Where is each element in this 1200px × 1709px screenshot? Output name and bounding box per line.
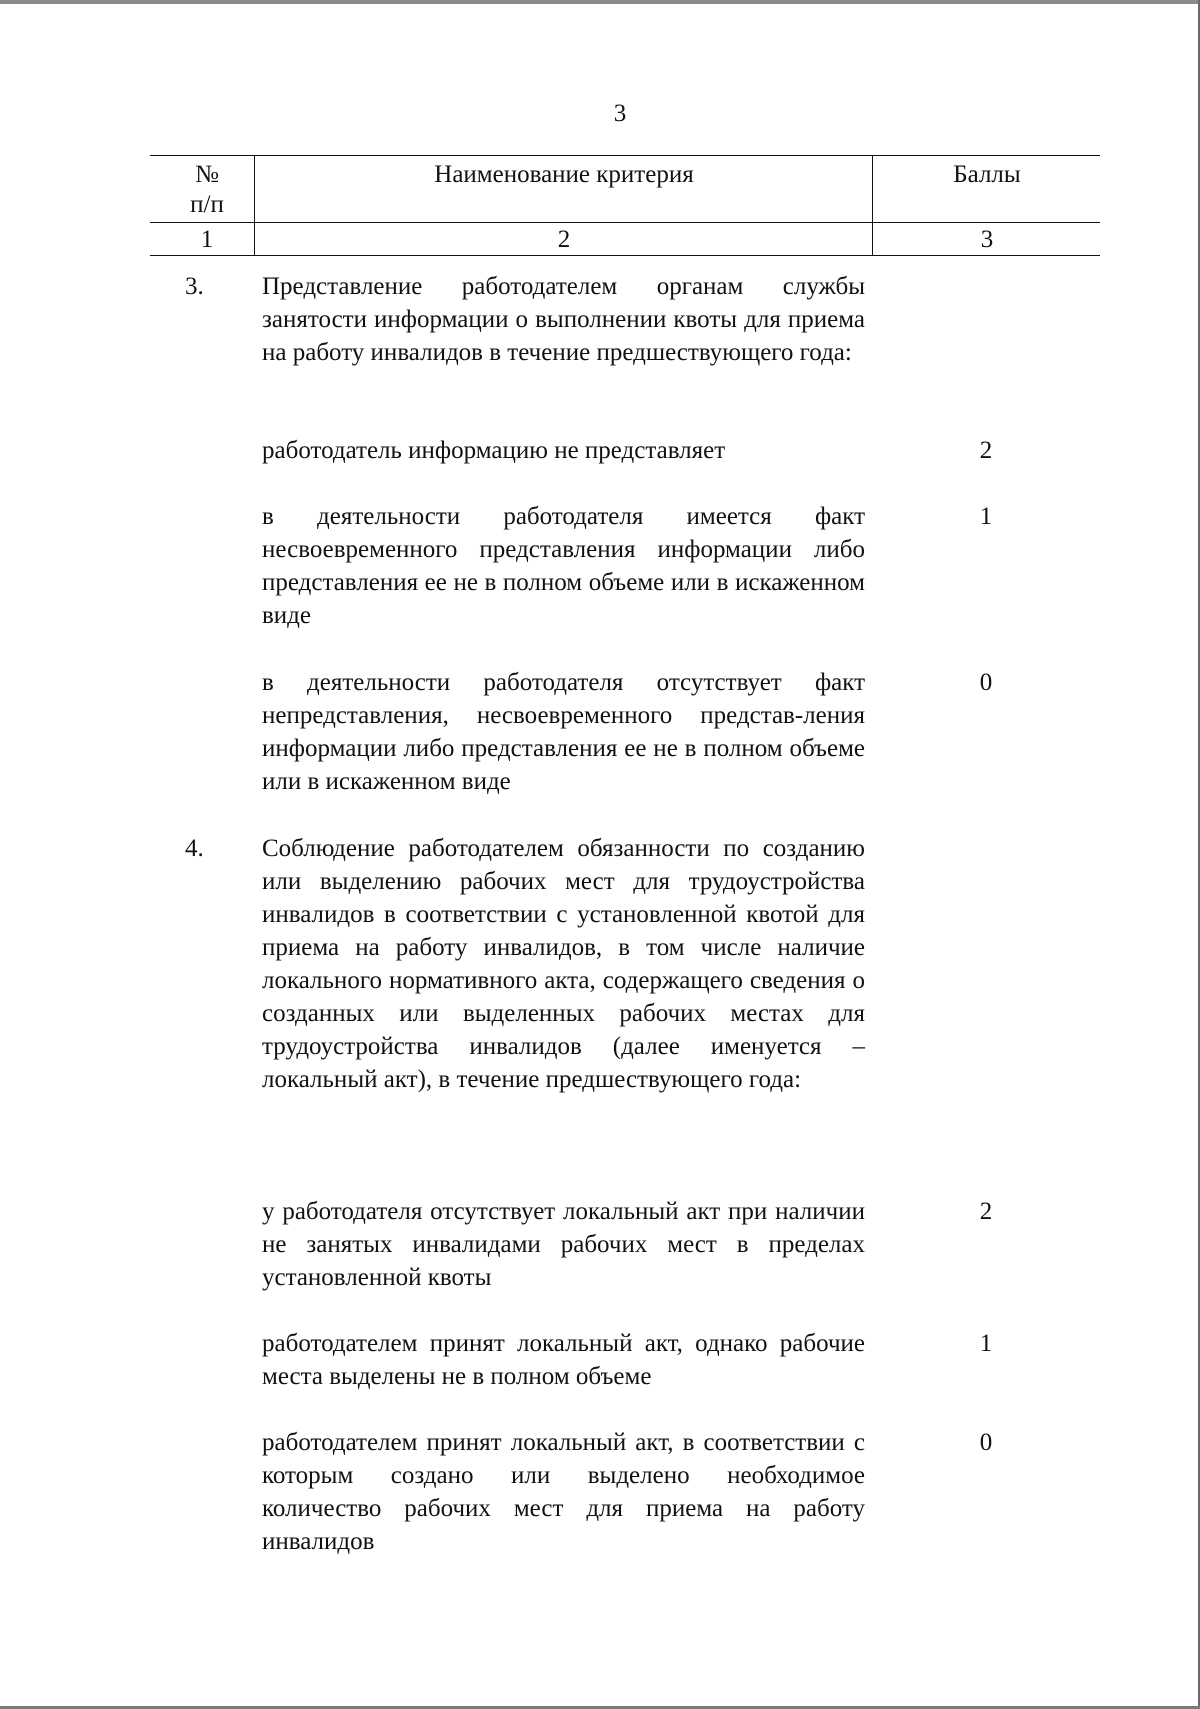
- row-4-number: 4.: [185, 835, 204, 862]
- row-4-option-2-text: работодателем принят локальный акт, однако рабочие места выделены не в полном объеме: [262, 1330, 865, 1390]
- table-top-border: [150, 155, 1100, 156]
- header-number-symbol: №: [195, 161, 219, 188]
- numbering-col-2: 2: [557, 226, 571, 253]
- table-header-divider: [150, 222, 1100, 223]
- row-4-option-3-text: работодателем принят локальный акт, в соответствии с которым создано или выделено необходимое количество рабочих мест для приема на работу инвалидов: [262, 1429, 865, 1555]
- row-3-option-3-text: в деятельности работодателя отсутствует факт непредставления, несвоевременного представ-ления информации либо представления ее не в полном объеме или в искаженном виде: [262, 669, 865, 795]
- header-number-sub: п/п: [190, 191, 224, 218]
- row-3-option-2-score: 1: [979, 503, 993, 530]
- page-number: 3: [613, 100, 627, 127]
- table-column-divider-1: [254, 155, 255, 255]
- numbering-col-1: 1: [200, 226, 214, 253]
- row-4-option-3-score: 0: [979, 1429, 993, 1456]
- row-3-number: 3.: [185, 273, 204, 300]
- table-column-divider-2: [872, 155, 873, 255]
- row-3-option-1-score: 2: [979, 437, 993, 464]
- header-score: Баллы: [953, 161, 1021, 188]
- row-3-option-1-text: работодатель информацию не представляет: [262, 437, 726, 464]
- row-4-option-1-score: 2: [979, 1198, 993, 1225]
- row-3-criterion: Представление работодателем органам службы занятости информации о выполнении квоты для приема на работу инвалидов в течение предшествующего года:: [262, 273, 865, 366]
- row-3-option-3-score: 0: [979, 669, 993, 696]
- scan-edge-top: [0, 0, 1200, 4]
- row-3-option-2-text: в деятельности работодателя имеется факт несвоевременного представления информации либо представления ее не в полном объеме или в искаженном виде: [262, 503, 865, 629]
- row-4-criterion: Соблюдение работодателем обязанности по созданию или выделению рабочих мест для трудоустройства инвалидов в соответствии с установленной квотой для приема на работу инвалидов, в том числе наличие локального нормативного акта, содержащего сведения о созданных или выделенных рабочих местах для трудоустройства инвалидов (далее именуется – локальный акт), в течение предшествующего года:: [262, 835, 865, 1093]
- row-4-option-2-score: 1: [979, 1330, 993, 1357]
- header-criterion: Наименование критерия: [434, 161, 694, 188]
- row-4-option-1-text: у работодателя отсутствует локальный акт при наличии не занятых инвалидами рабочих мест в пределах установленной квоты: [262, 1198, 865, 1291]
- numbering-col-3: 3: [980, 226, 994, 253]
